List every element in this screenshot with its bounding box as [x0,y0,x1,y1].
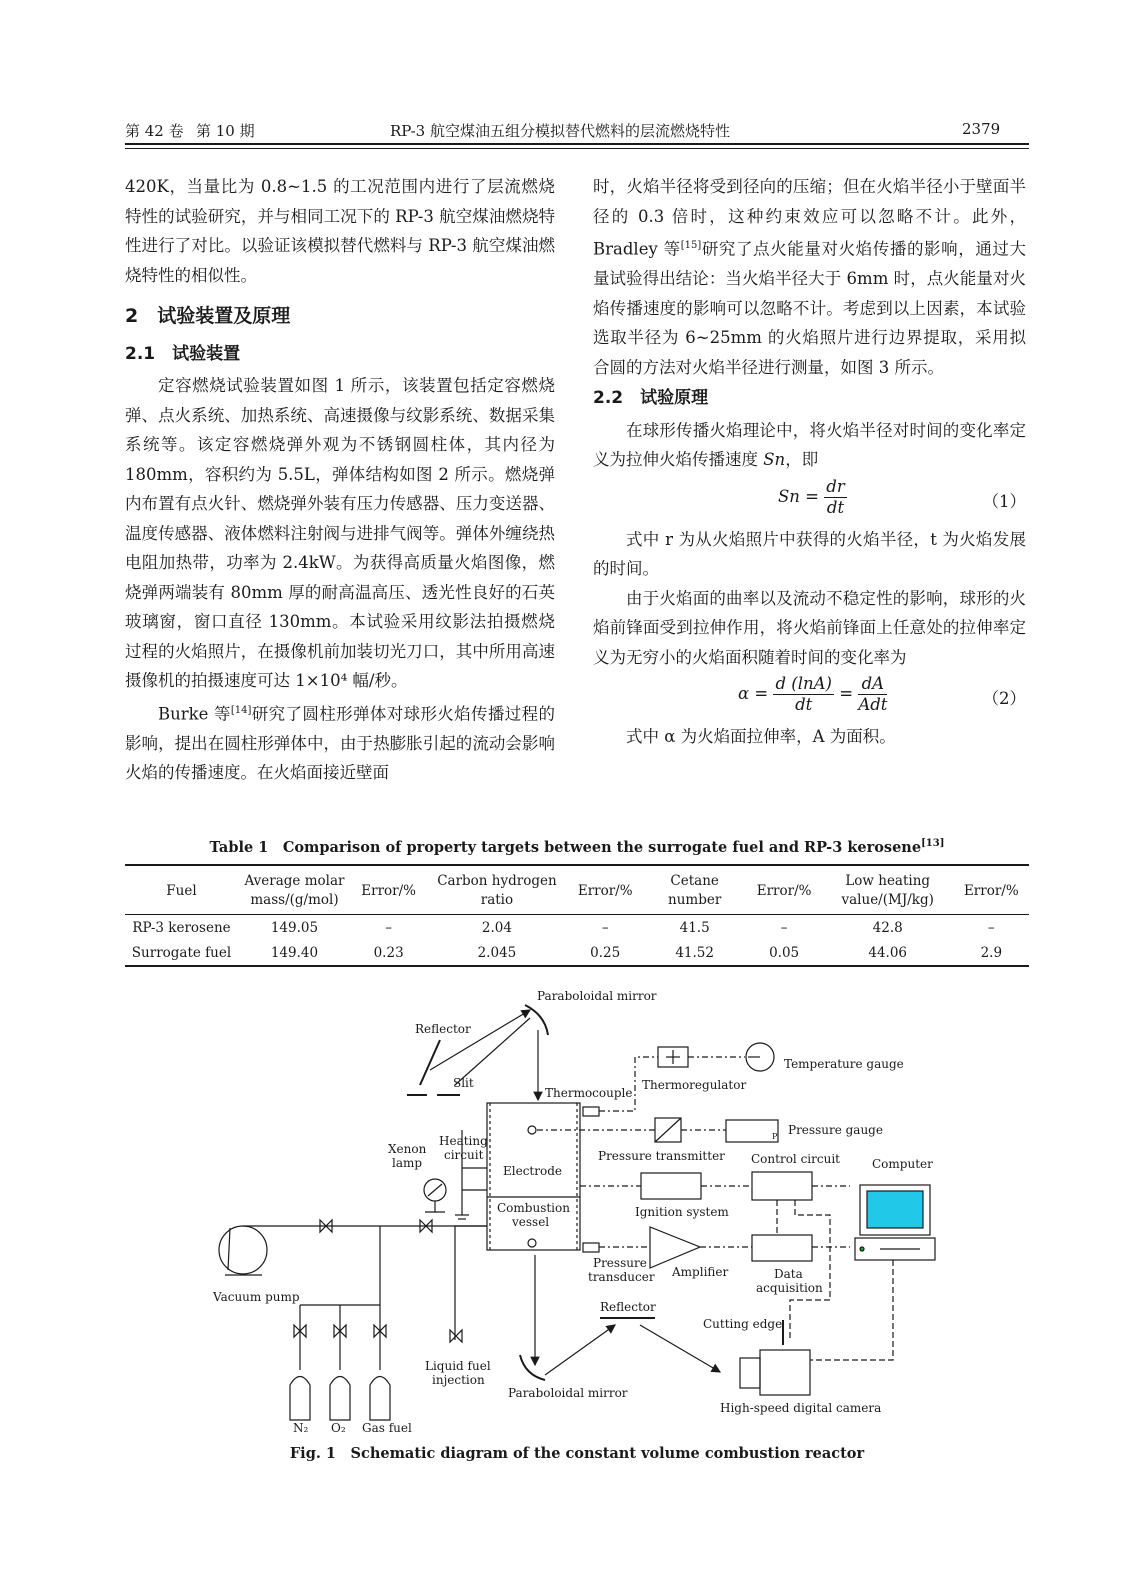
text-run: 研究了圆柱形弹体对球形火焰传播过程的影响，提出在圆柱形弹体中，由于热膨胀引起的流动会影响火焰的传播速度。在火焰面接近壁面 [125,704,556,782]
table-cell: 2.045 [426,940,567,966]
paragraph: 定容燃烧试验装置如图 1 所示，该装置包括定容燃烧弹、点火系统、加热系统、高速摄像与纹影系统、数据采集系统等。该定容燃烧弹外观为不锈钢圆柱体，其内径为 180mm，容积约为 5.5L，弹体结构如图 2 所示。燃烧弹内布置有点火针、燃烧弹外装有压力传感器、压力变送器、温度传感器、液体燃料注射阀与进排气阀等。弹体外缠绕热电阻加热带，功率为 2.4kW。为获得高质量火焰图像，燃烧弹两端装有 80mm 厚的耐高温高压、透光性良好的石英玻璃窗，窗口直径 130mm。本试验采用纹影法拍摄燃烧过程的火焰照片，在摄像机前加装切光刀口，其中所用高速摄像机的拍摄速度可达 1×10⁴ 幅/秒。 [125,376,555,690]
eq2-fraction-2 [858,674,887,715]
label-slit: Slit [453,1076,474,1090]
table-cell: 2.04 [481,920,512,936]
label-paraboloidal-mirror-bottom: Paraboloidal mirror [508,1386,628,1400]
label-circuit: circuit [444,1148,484,1162]
comparison-table [125,864,1029,967]
text-run: 在球形传播火焰理论中，将火焰半径对时间的变化率定义为拉伸火焰传播速度 [593,420,1026,469]
label-pressure: Pressure [593,1256,647,1270]
header-page-number: 2379 [962,120,1001,138]
table-row [125,915,1029,941]
table-cell: 149.40 [238,940,351,966]
paragraph [125,696,555,788]
reflector-top-icon [420,1040,440,1085]
label-xenon: Xenon [388,1142,427,1156]
table-header: Cetane number [643,865,747,915]
header-volume: 第 42 卷 [125,122,184,140]
table-cell: 41.5 [679,920,710,936]
paragraph: 由于火焰面的曲率以及流动不稳定性的影响，球形的火焰前锋面受到拉伸作用，将火焰前锋面上任意处的拉伸率定义为无穷小的火焰面积随着时间的变化率为 [593,588,1026,667]
subsection-heading: 2.1 试验装置 [125,343,241,364]
equation-2 [593,672,1026,722]
paragraph [593,416,1026,475]
label-combustion: Combustion [497,1201,570,1215]
symbol-sn: Sn [763,450,786,469]
header-rule-thin [125,148,1029,149]
eq2-denominator-1: dt [795,695,813,714]
table-header: Fuel [125,865,238,915]
table-header: Error/% [351,865,426,915]
table-cell: 0.23 [351,940,426,966]
eq2-fraction-1 [773,674,834,715]
header-title: RP-3 航空煤油五组分模拟替代燃料的层流燃烧特性 [390,122,730,140]
amplifier-icon [650,1227,700,1268]
label-computer: Computer [872,1157,933,1171]
label-thermoregulator: Thermoregulator [642,1078,747,1092]
paragraph: 式中 α 为火焰面拉伸率，A 为面积。 [626,727,896,746]
eq2-equals: = [839,684,854,703]
label-cutting-edge: Cutting edge [703,1317,783,1331]
n2-cylinder-icon [290,1377,310,1421]
label-camera: High-speed digital camera [720,1401,882,1415]
liquid-fuel-valve-icon [450,1330,462,1342]
label-gas-fuel: Gas fuel [362,1421,412,1435]
citation: [13] [921,838,945,850]
control-circuit-icon [752,1172,812,1200]
table-header: Error/% [954,865,1029,915]
table-cell: – [385,920,392,936]
eq1-numerator: dr [826,476,845,496]
vacuum-pump-icon [219,1226,267,1274]
label-heating: Heating [439,1134,488,1148]
label-paraboloidal-mirror-top: Paraboloidal mirror [537,989,657,1003]
label-lamp: lamp [392,1156,423,1170]
table-cell: – [601,920,609,936]
ignition-system-icon [641,1173,701,1199]
label-n2: N₂ [293,1421,309,1435]
text-run: 时，火焰半径将受到径向的压缩；但在火焰半径小于壁面半径的 0.3 倍时，这种约束效应可以忽略不计。此外，Bradley 等 [593,177,1026,259]
paragraph [593,172,1026,382]
gas-fuel-cylinder-icon [370,1377,390,1421]
label-amplifier: Amplifier [672,1265,729,1279]
figure-1-schematic [0,975,1134,1475]
table-cell: RP-3 kerosene [132,920,231,936]
table-cell: 0.05 [746,940,821,966]
table-cell: – [780,920,788,936]
table-header: Average molar mass/(g/mol) [238,865,351,915]
electrode-bottom-icon [528,1239,536,1247]
label-pressure-gauge: Pressure gauge [788,1123,883,1137]
pressure-gauge-icon [726,1120,778,1142]
right-column [593,172,1026,752]
label-electrode: Electrode [503,1164,562,1178]
subsection-heading: 2.2 试验原理 [593,388,709,408]
left-column [125,172,555,788]
eq2-numerator-1: d (lnA) [775,674,832,693]
figure-caption: Fig. 1 Schematic diagram of the constant volume combustion reactor [289,1445,865,1462]
label-pressure-transmitter: Pressure transmitter [598,1149,725,1163]
table-cell: 2.9 [954,940,1029,966]
table-cell: 41.52 [643,940,747,966]
label-injection: injection [432,1373,485,1387]
eq2-lhs: α = [738,684,769,703]
table-header: Low heating value/(MJ/kg) [822,865,954,915]
high-speed-camera-icon [760,1350,810,1395]
paraboloidal-mirror-bottom-icon [520,1355,545,1380]
label-temperature-gauge: Temperature gauge [784,1057,904,1071]
table-cell: 149.05 [270,920,319,936]
header-issue: 第 10 期 [196,122,255,140]
label-acquisition: acquisition [756,1281,823,1295]
citation: [14] [230,704,252,716]
eq2-number: （2） [982,689,1026,708]
label-ignition-system: Ignition system [635,1205,729,1219]
paragraph: 420K，当量比为 0.8~1.5 的工况范围内进行了层流燃烧特性的试验研究，并与相同工况下的 RP-3 航空煤油燃烧特性进行了对比。以验证该模拟替代燃料与 RP-3 航空煤油燃烧特性的相似性。 [125,177,555,285]
label-o2: O₂ [331,1421,346,1435]
eq1-number: （1） [982,491,1026,511]
text-run: Burke 等 [158,704,231,723]
label-vessel: vessel [512,1215,550,1229]
table-cell: 44.06 [822,940,954,966]
header-rule-thick [125,143,1029,145]
electrode-top-icon [528,1126,536,1134]
table-header: Carbon hydrogen ratio [426,865,567,915]
label-thermocouple: Thermocouple [545,1086,633,1100]
citation: [15] [680,240,702,251]
table-header-row [125,865,1029,915]
table-header: Error/% [568,865,643,915]
table-header: Error/% [746,865,821,915]
eq1-fraction [824,477,846,518]
table-caption [125,836,1029,857]
table-cell: 0.25 [568,940,643,966]
table-cell: – [987,920,995,936]
eq1-lhs: Sn = [778,486,820,506]
section-heading: 2 试验装置及原理 [125,305,291,327]
data-acquisition-icon [752,1235,812,1261]
label-vacuum-pump: Vacuum pump [213,1290,300,1304]
label-data: Data [774,1267,803,1281]
table-row [125,940,1029,966]
label-reflector-bottom: Reflector [600,1300,656,1314]
text-run: 研究了点火能量对火焰传播的影响，通过大量试验得出结论：当火焰半径大于 6mm 时，点火能量对火焰传播速度的影响可以忽略不计。考虑到以上因素，本试验选取半径为 6~25mm 的火焰照片进行边界提取，采用拟合圆的方法对火焰半径进行测量，如图 3 所示。 [593,239,1027,377]
o2-cylinder-icon [330,1377,350,1421]
label-p-mark: P [772,1132,778,1141]
table-cell: Surrogate fuel [125,940,238,966]
paragraph: 式中 r 为从火焰照片中获得的火焰半径，t 为火焰发展的时间。 [593,529,1026,578]
label-reflector-top: Reflector [415,1022,471,1036]
label-control-circuit: Control circuit [751,1152,840,1166]
equation-1 [593,475,1026,525]
label-transducer: transducer [588,1270,655,1284]
text-run: ，即 [785,450,819,469]
eq2-numerator-2: dA [858,674,887,695]
eq1-denominator: dt [826,497,845,517]
eq2-denominator-2: Adt [858,695,888,714]
table-caption-text: Table 1 Comparison of property targets between the surrogate fuel and RP-3 kerosene [209,839,922,856]
label-liquid-fuel: Liquid fuel [425,1359,491,1373]
table-cell: 42.8 [872,920,903,936]
